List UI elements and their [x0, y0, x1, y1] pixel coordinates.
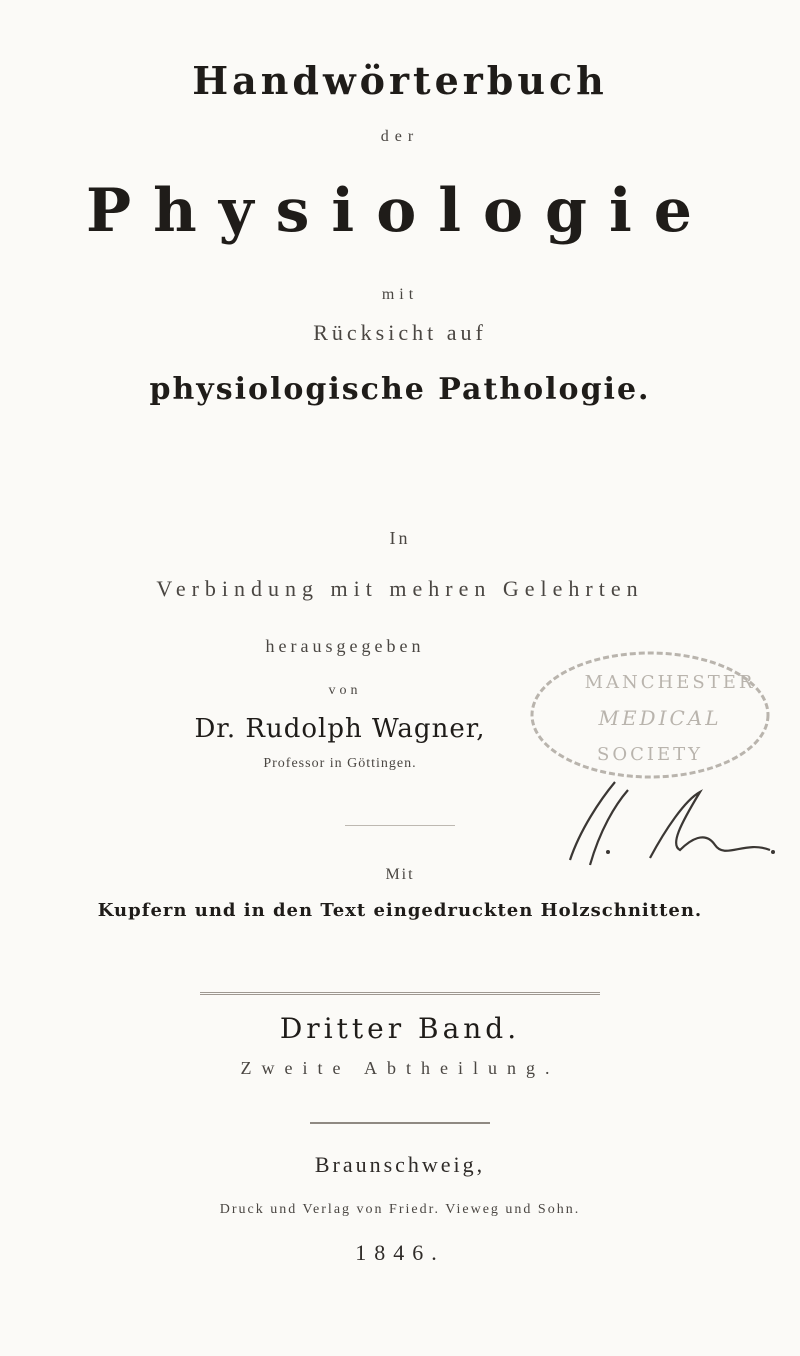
collab-verbindung: Verbindung mit mehren Gelehrten	[156, 576, 644, 601]
handwritten-signature	[530, 770, 780, 870]
library-stamp	[520, 640, 780, 790]
imprint-year: 1846.	[355, 1240, 445, 1265]
editor-position: Professor in Göttingen.	[263, 756, 417, 771]
imprint-publisher: Druck und Verlag von Friedr. Vieweg und Sohn.	[219, 1202, 581, 1217]
volume-band: Dritter Band.	[279, 1012, 521, 1045]
short-rule	[345, 825, 455, 826]
double-rule	[200, 992, 600, 995]
stamp-text-mid: MEDICAL	[598, 706, 722, 730]
collab-in: In	[389, 528, 411, 548]
stamp-text-bot: SOCIETY	[597, 744, 703, 765]
title-subtitle: physiologische Pathologie.	[149, 372, 651, 407]
title-mit: mit	[381, 286, 419, 303]
illustrations-mit: Mit	[385, 866, 415, 883]
stamp-text-top: MANCHESTER	[584, 672, 756, 693]
title-der: der	[380, 128, 420, 145]
collab-von: von	[328, 683, 362, 698]
title-ruecksicht: Rücksicht auf	[313, 320, 487, 345]
illustrations-text: Kupfern und in den Text eingedruckten Holzschnitten.	[97, 900, 703, 921]
collab-herausgegeben: herausgegeben	[265, 636, 425, 656]
title-line-1: Handwörterbuch	[192, 58, 608, 103]
title-main: Physiologie	[86, 176, 714, 246]
imprint-rule	[310, 1122, 490, 1124]
editor-name: Dr. Rudolph Wagner,	[194, 714, 486, 744]
volume-abtheilung: Zweite Abtheilung.	[240, 1058, 560, 1078]
imprint-city: Braunschweig,	[314, 1152, 486, 1177]
